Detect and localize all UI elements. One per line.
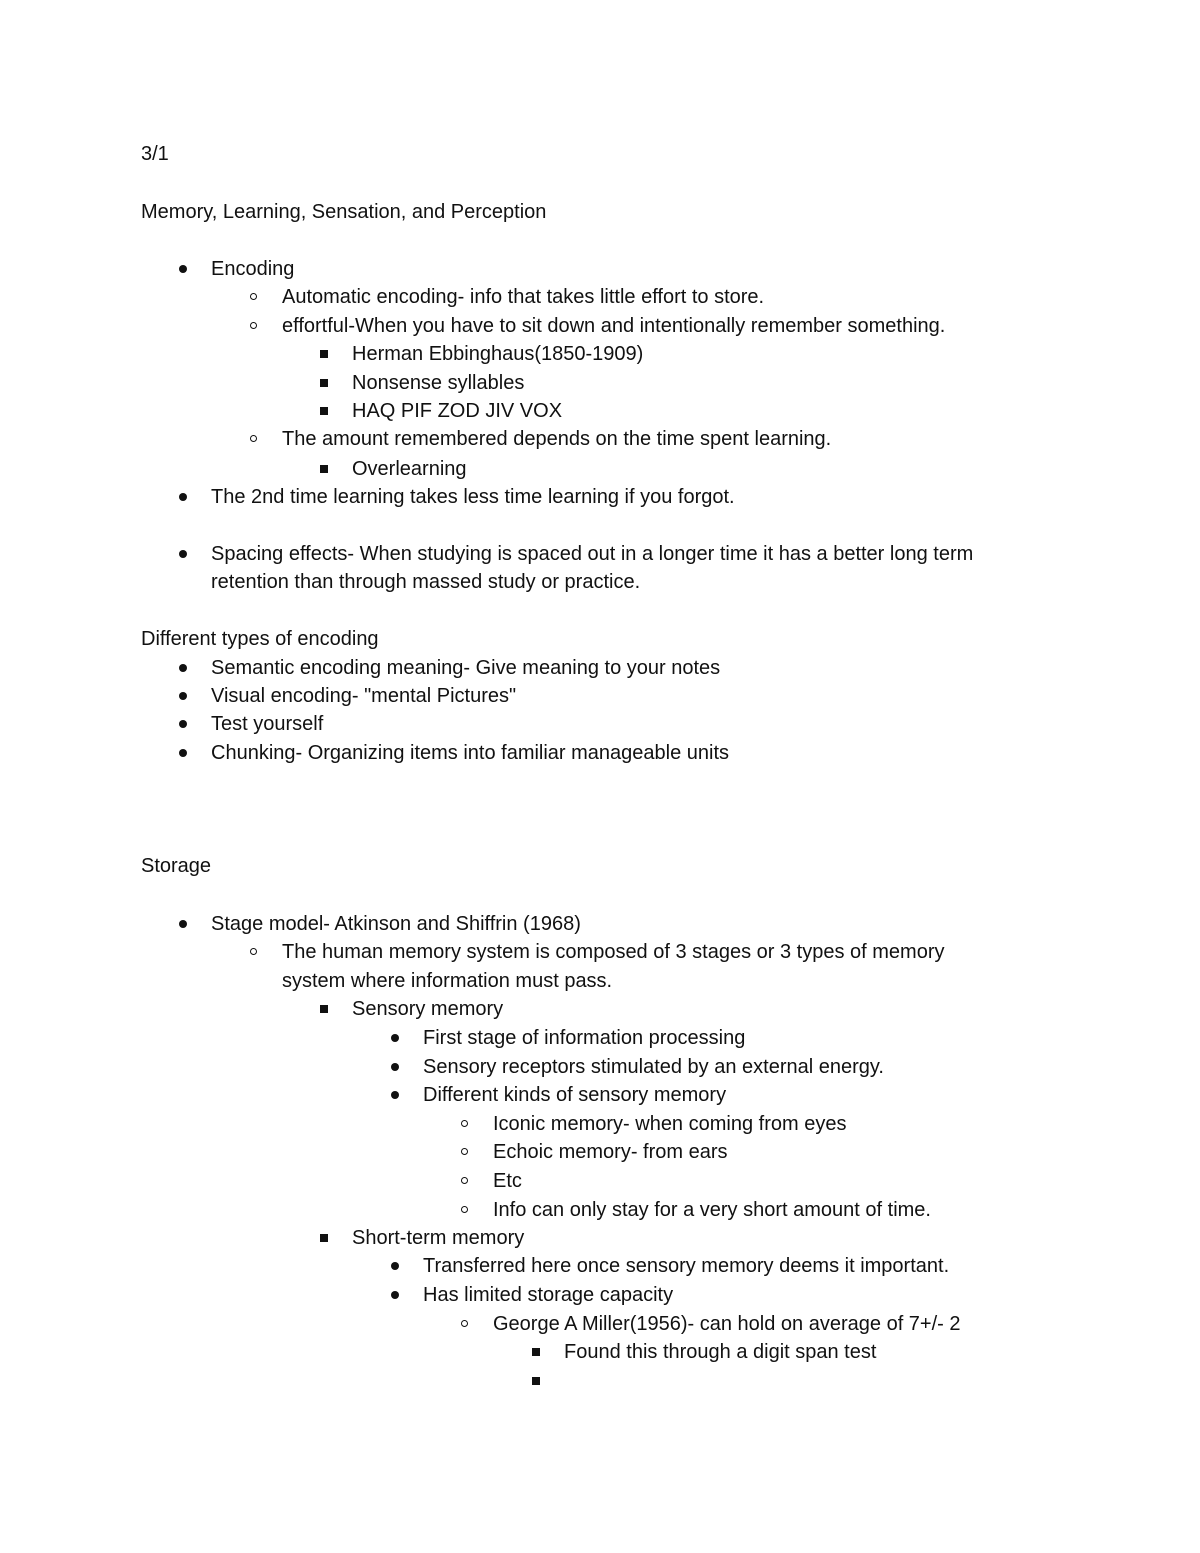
human-memory-text: The human memory system is composed of 3 stages or 3 types of memory	[282, 941, 945, 963]
ebbinghaus-text: Herman Ebbinghaus(1850-1909)	[352, 343, 644, 365]
bullet-circle-icon	[461, 1206, 468, 1213]
chunking-text: Chunking- Organizing items into familiar manageable units	[211, 742, 730, 764]
bullet-disc-icon	[391, 1063, 399, 1071]
bullet-disc-icon	[179, 720, 187, 728]
visual-encoding-text: Visual encoding- "mental Pictures"	[211, 685, 517, 707]
stage-model-text: Stage model- Atkinson and Shiffrin (1968)	[211, 913, 581, 935]
nonsense-syllables-text: Nonsense syllables	[352, 372, 525, 394]
page-title: Memory, Learning, Sensation, and Perception	[141, 201, 547, 223]
first-stage-text: First stage of information processing	[423, 1027, 746, 1049]
types-heading: Different types of encoding	[141, 628, 379, 650]
bullet-disc-icon	[179, 493, 187, 501]
effortful-encoding-text: effortful-When you have to sit down and intentionally remember something.	[282, 315, 946, 337]
bullet-square-icon	[320, 350, 328, 358]
kinds-sensory-text: Different kinds of sensory memory	[423, 1084, 727, 1106]
iconic-memory-text: Iconic memory- when coming from eyes	[493, 1113, 847, 1135]
bullet-square-icon	[320, 379, 328, 387]
bullet-square-icon	[320, 1005, 328, 1013]
automatic-encoding-text: Automatic encoding- info that takes little effort to store.	[282, 286, 765, 308]
overlearning-text: Overlearning	[352, 458, 467, 480]
bullet-circle-icon	[461, 1148, 468, 1155]
bullet-square-icon	[320, 1234, 328, 1242]
bullet-square-icon	[320, 465, 328, 473]
bullet-disc-icon	[179, 265, 187, 273]
human-memory-text-cont: system where information must pass.	[282, 970, 613, 992]
bullet-square-icon	[320, 407, 328, 415]
limited-capacity-text: Has limited storage capacity	[423, 1284, 674, 1306]
bullet-disc-icon	[179, 550, 187, 558]
short-amount-text: Info can only stay for a very short amount of time.	[493, 1199, 931, 1221]
bullet-circle-icon	[461, 1320, 468, 1327]
syllables-example-text: HAQ PIF ZOD JIV VOX	[352, 400, 563, 422]
bullet-disc-icon	[391, 1034, 399, 1042]
sensory-memory-text: Sensory memory	[352, 998, 504, 1020]
bullet-disc-icon	[179, 920, 187, 928]
bullet-disc-icon	[391, 1291, 399, 1299]
bullet-circle-icon	[250, 948, 257, 955]
miller-text: George A Miller(1956)- can hold on average of 7+/- 2	[493, 1313, 961, 1335]
storage-heading: Storage	[141, 855, 212, 877]
bullet-disc-icon	[179, 664, 187, 672]
bullet-circle-icon	[250, 435, 257, 442]
short-term-memory-text: Short-term memory	[352, 1227, 525, 1249]
sensory-receptors-text: Sensory receptors stimulated by an external energy.	[423, 1056, 884, 1078]
bullet-disc-icon	[391, 1091, 399, 1099]
bullet-square-icon	[532, 1348, 540, 1356]
semantic-encoding-text: Semantic encoding meaning- Give meaning to your notes	[211, 657, 721, 679]
bullet-disc-icon	[179, 749, 187, 757]
test-yourself-text: Test yourself	[211, 713, 324, 735]
transferred-text: Transferred here once sensory memory deems it important.	[423, 1255, 950, 1277]
date-text: 3/1	[141, 143, 169, 165]
digit-span-text: Found this through a digit span test	[564, 1341, 877, 1363]
bullet-circle-icon	[250, 322, 257, 329]
encoding-heading: Encoding	[211, 258, 295, 280]
bullet-disc-icon	[179, 692, 187, 700]
spacing-effects-text: Spacing effects- When studying is spaced out in a longer time it has a better long term	[211, 543, 974, 565]
amount-remembered-text: The amount remembered depends on the time spent learning.	[282, 428, 832, 450]
spacing-effects-text-cont: retention than through massed study or practice.	[211, 571, 641, 593]
second-time-text: The 2nd time learning takes less time learning if you forgot.	[211, 486, 735, 508]
bullet-circle-icon	[461, 1177, 468, 1184]
bullet-disc-icon	[391, 1262, 399, 1270]
bullet-circle-icon	[250, 293, 257, 300]
etc-text: Etc	[493, 1170, 522, 1192]
echoic-memory-text: Echoic memory- from ears	[493, 1141, 728, 1163]
bullet-circle-icon	[461, 1120, 468, 1127]
bullet-square-icon	[532, 1377, 540, 1385]
